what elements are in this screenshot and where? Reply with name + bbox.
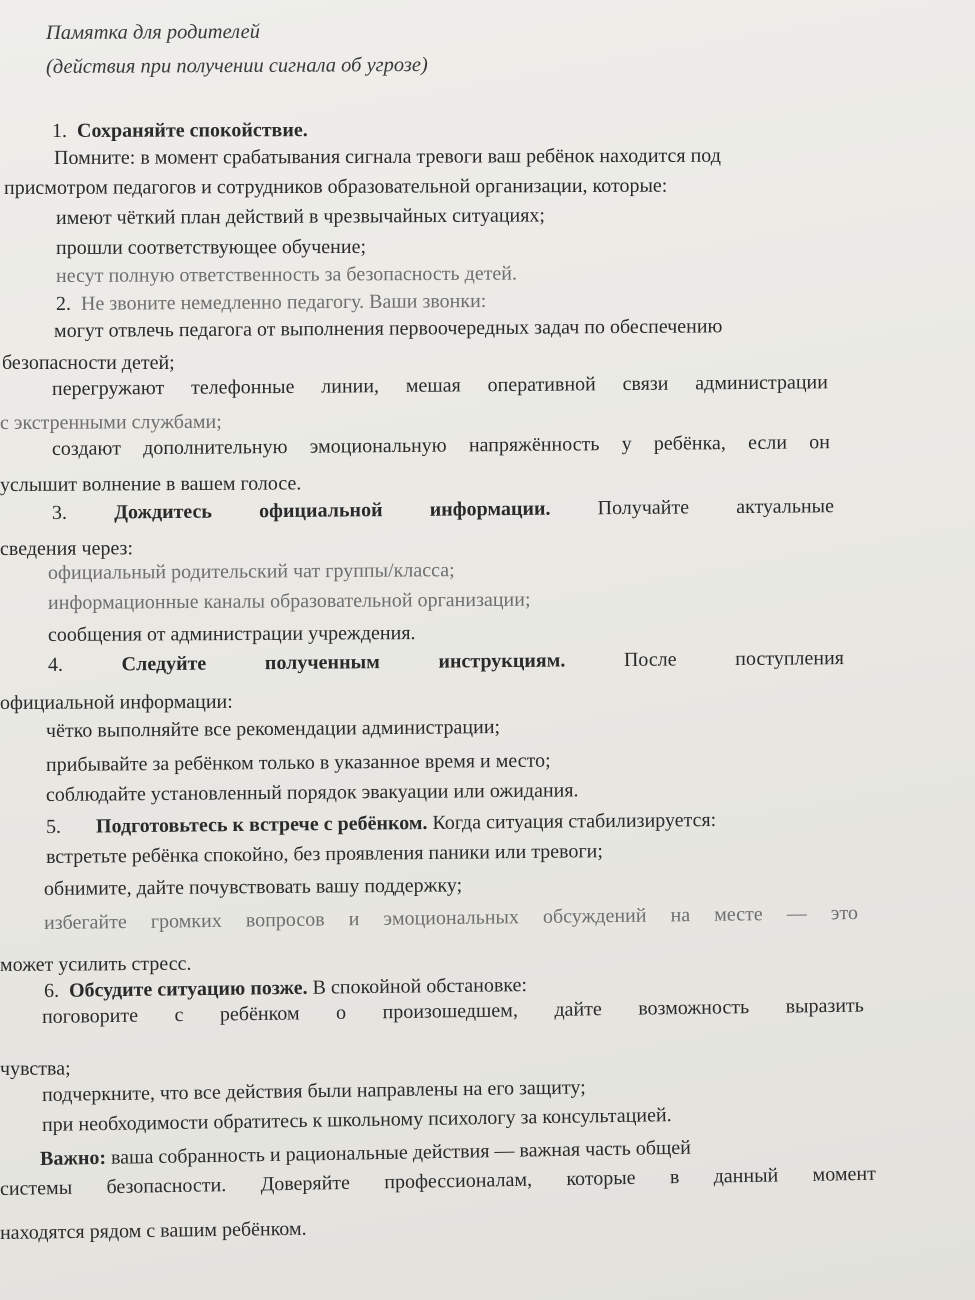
paragraph-line: присмотром педагогов и сотрудников образовательной организации, которые: <box>3 174 668 199</box>
paragraph-line: Помните: в момент срабатывания сигнала тревоги ваш ребёнок находится под <box>53 144 721 169</box>
justified-line: поговорите с ребёнком о произошедшем, дайте возможность выразить <box>41 994 864 1028</box>
important-note: Важно: ваша собранность и рациональные действия — важная часть общей <box>39 1136 692 1170</box>
list-item: обнимите, дайте почувствовать вашу поддержку; <box>43 874 463 900</box>
section-number: 1. <box>51 119 68 142</box>
section-5-heading: 5. Подготовьтесь к встрече с ребёнком. Когда ситуация стабилизируется: <box>45 808 717 838</box>
section-4-heading: 4. Следуйте полученным инструкциям. После поступления <box>47 647 845 676</box>
list-item: сообщения от администрации учреждения. <box>47 622 416 646</box>
section-title: Не звоните немедленно педагогу. Ваши звонки: <box>80 289 487 315</box>
list-item: имеют чёткий план действий в чрезвычайных ситуациях; <box>55 204 546 229</box>
list-item: информационные каналы образовательной организации; <box>47 588 531 614</box>
section-number: 6. <box>43 979 60 1002</box>
list-item: официальный родительский чат группы/класса; <box>47 559 455 584</box>
section-2-heading <box>56 288 486 317</box>
list-item: несут полную ответственность за безопасность детей. <box>55 262 518 287</box>
paragraph-line: может усилить стресс. <box>0 952 192 976</box>
important-label: Важно: <box>39 1146 107 1170</box>
paragraph-line: сведения через: <box>0 537 134 560</box>
section-6-heading: 6. Обсудите ситуацию позже. В спокойной обстановке: <box>43 974 528 1002</box>
justified-line: создают дополнительную эмоциональную напряжённость у ребёнка, если он <box>51 431 830 460</box>
section-title: Сохраняйте спокойствие. <box>76 119 308 142</box>
paragraph-line: могут отвлечь педагога от выполнения первоочередных задач по обеспечению <box>53 315 723 342</box>
document-subtitle: (действия при получении сигнала об угрозе) <box>45 54 428 78</box>
list-item: прошли соответствующее обучение; <box>55 235 367 259</box>
list-item: при необходимости обратитесь к школьному психологу за консультацией. <box>41 1104 672 1136</box>
section-title: Подготовьтесь к встрече с ребёнком. <box>95 812 428 838</box>
list-item: чётко выполняйте все рекомендации администрации; <box>45 716 501 742</box>
list-item: прибывайте за ребёнком только в указанное время и место; <box>45 749 551 776</box>
paragraph-line: чувства; <box>0 1057 71 1080</box>
document-title: Памятка для родителей <box>45 20 260 44</box>
section-number: 3. <box>51 501 68 524</box>
justified-line: системы безопасности. Доверяйте профессионалам, которые в данный момент <box>0 1162 877 1200</box>
paragraph-line: находятся рядом с вашим ребёнком. <box>0 1217 307 1244</box>
list-item: встретьте ребёнка спокойно, без проявления паники или тревоги; <box>45 840 604 868</box>
section-number: 5. <box>45 815 62 838</box>
list-item: соблюдайте установленный порядок эвакуации или ожидания. <box>45 779 579 806</box>
paragraph-line: услышит волнение в вашем голосе. <box>0 472 302 496</box>
section-1-heading <box>52 117 308 144</box>
section-3-heading: 3. Дождитесь официальной информации. Получайте актуальные <box>51 495 835 524</box>
section-number: 4. <box>47 653 64 676</box>
justified-line: избегайте громких вопросов и эмоциональных обсуждений на месте — это <box>43 902 859 934</box>
list-item: подчеркните, что все действия были направлены на его защиту; <box>41 1076 586 1106</box>
paragraph-line: официальной информации: <box>0 690 233 714</box>
section-number: 2. <box>55 292 72 315</box>
paragraph-line: с экстренными службами; <box>0 410 222 434</box>
paragraph-line: безопасности детей; <box>2 352 175 374</box>
justified-line: перегружают телефонные линии, мешая оперативной связи администрации <box>51 371 828 400</box>
section-title: Обсудите ситуацию позже. <box>68 976 308 1002</box>
